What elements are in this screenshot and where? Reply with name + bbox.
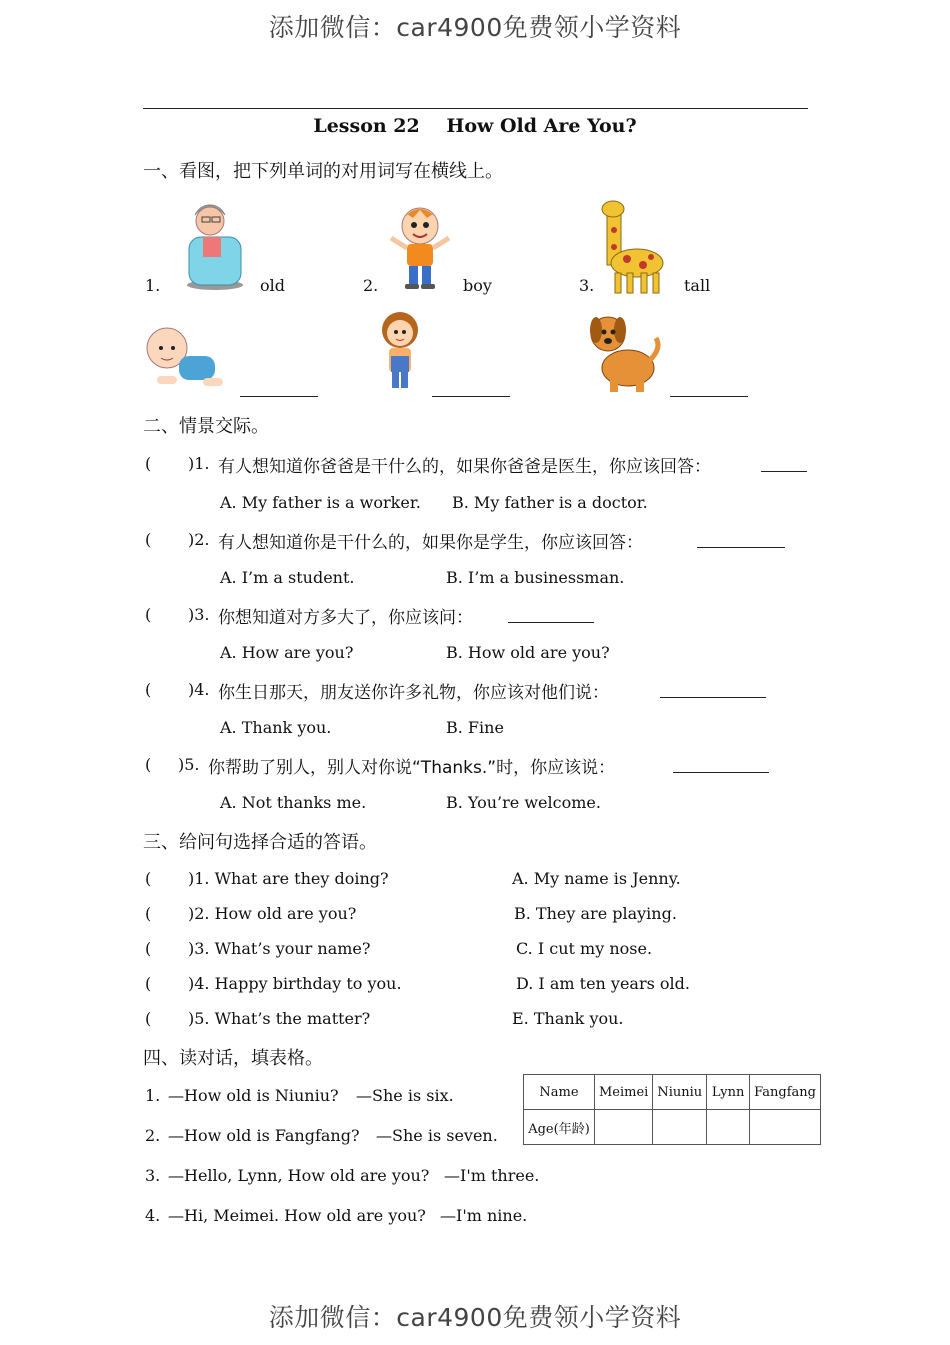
s3-row1-paren: (: [145, 869, 152, 888]
s4-d1-answer: —She is six.: [356, 1086, 454, 1105]
s3-row5-answer: E. Thank you.: [512, 1009, 624, 1028]
s2-q5-blank[interactable]: [673, 772, 769, 773]
s2-q3-paren: (: [145, 605, 152, 624]
section1-heading: 一、看图，把下列单词的对用词写在横线上。: [143, 161, 503, 182]
s2-q2-blank[interactable]: [697, 547, 785, 548]
s2-q1-text: 有人想知道你爸爸是干什么的，如果你爸爸是医生，你应该回答：: [218, 457, 711, 477]
grandma-picture: [175, 197, 255, 292]
section2-heading: 二、情景交际。: [143, 416, 269, 437]
s2-q1-option-b: B. My father is a doctor.: [452, 493, 648, 512]
s2-q2-paren: (: [145, 530, 152, 549]
s3-row2-answer: B. They are playing.: [514, 904, 677, 923]
answer-blank-3[interactable]: [670, 396, 748, 397]
s1-num-3: 3.: [579, 276, 595, 295]
s2-q4-blank[interactable]: [660, 697, 766, 698]
age-cell-lynn[interactable]: [707, 1110, 750, 1145]
s2-q2-text: 有人想知道你是干什么的，如果你是学生，你应该回答：: [218, 533, 643, 553]
age-table-header-fangfang: Fangfang: [750, 1075, 821, 1110]
s2-q3-num: )3.: [188, 605, 210, 624]
s3-row2-paren: (: [145, 904, 152, 923]
age-table-header-lynn: Lynn: [707, 1075, 750, 1110]
s4-d3-answer: —I'm three.: [444, 1166, 540, 1185]
s2-q1-option-a: A. My father is a worker.: [220, 493, 421, 512]
s1-num-2: 2.: [363, 276, 379, 295]
s4-d2-num: 2.: [145, 1126, 161, 1145]
s3-row2-question: )2. How old are you?: [188, 904, 357, 923]
answer-blank-1[interactable]: [240, 396, 318, 397]
s2-q1-blank[interactable]: [761, 471, 807, 472]
s3-row4-question: )4. Happy birthday to you.: [188, 974, 402, 993]
s2-q2-option-a: A. I’m a student.: [220, 568, 355, 587]
watermark-bottom: 添加微信：car4900免费领小学资料: [268, 1303, 682, 1332]
s2-q4-option-b: B. Fine: [446, 718, 504, 737]
answer-blank-2[interactable]: [432, 396, 510, 397]
s2-q5-option-a: A. Not thanks me.: [220, 793, 367, 812]
age-table-header-row: [524, 1075, 821, 1110]
s3-row5-paren: (: [145, 1009, 152, 1028]
s3-row4-answer: D. I am ten years old.: [516, 974, 690, 993]
s4-d4-num: 4.: [145, 1206, 161, 1225]
s3-row1-answer: A. My name is Jenny.: [512, 869, 681, 888]
age-table-header-niuniu: Niuniu: [653, 1075, 707, 1110]
boy-picture: [383, 200, 458, 292]
section4-heading: 四、读对话，填表格。: [143, 1048, 323, 1069]
s2-q3-option-b: B. How old are you?: [446, 643, 610, 662]
s3-row4-paren: (: [145, 974, 152, 993]
s2-q4-paren: (: [145, 680, 152, 699]
s3-row3-question: )3. What’s your name?: [188, 939, 371, 958]
age-table: [523, 1074, 821, 1145]
s2-q5-text: 你帮助了别人，别人对你说“Thanks.”时，你应该说：: [208, 758, 616, 778]
age-table-row-label: Age(年龄): [524, 1110, 595, 1145]
s4-d2-answer: —She is seven.: [376, 1126, 498, 1145]
s2-q4-text: 你生日那天，朋友送你许多礼物，你应该对他们说：: [218, 683, 609, 703]
s1-word-2: boy: [463, 276, 492, 295]
section3-heading: 三、给问句选择合适的答语。: [143, 832, 377, 853]
s3-row3-answer: C. I cut my nose.: [516, 939, 653, 958]
s2-q5-num: )5.: [178, 755, 200, 774]
s2-q2-num: )2.: [188, 530, 210, 549]
s4-d2-question: —How old is Fangfang?: [168, 1126, 360, 1145]
s2-q3-option-a: A. How are you?: [220, 643, 354, 662]
girl-picture: [375, 308, 425, 394]
s1-word-1: old: [260, 276, 285, 295]
age-table-header-name: Name: [524, 1075, 595, 1110]
age-table-header-meimei: Meimei: [595, 1075, 653, 1110]
age-cell-niuniu[interactable]: [653, 1110, 707, 1145]
s2-q5-paren: (: [145, 755, 152, 774]
watermark-top: 添加微信：car4900免费领小学资料: [268, 13, 682, 42]
s2-q4-num: )4.: [188, 680, 210, 699]
s3-row3-paren: (: [145, 939, 152, 958]
lesson-topic: How Old Are You?: [446, 115, 637, 137]
s2-q1-paren: (: [145, 454, 152, 473]
s4-d3-num: 3.: [145, 1166, 161, 1185]
s3-row1-question: )1. What are they doing?: [188, 869, 389, 888]
age-table-age-row: [524, 1110, 821, 1145]
s2-q1-num: )1.: [188, 454, 210, 473]
s2-q3-text: 你想知道对方多大了，你应该问：: [218, 608, 473, 628]
s1-word-3: tall: [684, 276, 711, 295]
s2-q2-option-b: B. I’m a businessman.: [446, 568, 625, 587]
s2-q4-option-a: A. Thank you.: [220, 718, 332, 737]
s1-num-1: 1.: [145, 276, 161, 295]
lesson-number: Lesson 22: [313, 115, 420, 137]
page-title: [0, 115, 950, 137]
s4-d4-answer: —I'm nine.: [440, 1206, 528, 1225]
baby-picture: [143, 322, 225, 394]
dog-picture: [584, 308, 662, 394]
s4-d1-num: 1.: [145, 1086, 161, 1105]
s3-row5-question: )5. What’s the matter?: [188, 1009, 371, 1028]
s2-q3-blank[interactable]: [508, 622, 594, 623]
giraffe-picture: [597, 195, 672, 295]
s4-d4-question: —Hi, Meimei. How old are you?: [168, 1206, 426, 1225]
age-cell-meimei[interactable]: [595, 1110, 653, 1145]
s2-q5-option-b: B. You’re welcome.: [446, 793, 601, 812]
age-cell-fangfang[interactable]: [750, 1110, 821, 1145]
s4-d3-question: —Hello, Lynn, How old are you?: [168, 1166, 430, 1185]
s4-d1-question: —How old is Niuniu?: [168, 1086, 339, 1105]
header-rule: [143, 108, 808, 109]
